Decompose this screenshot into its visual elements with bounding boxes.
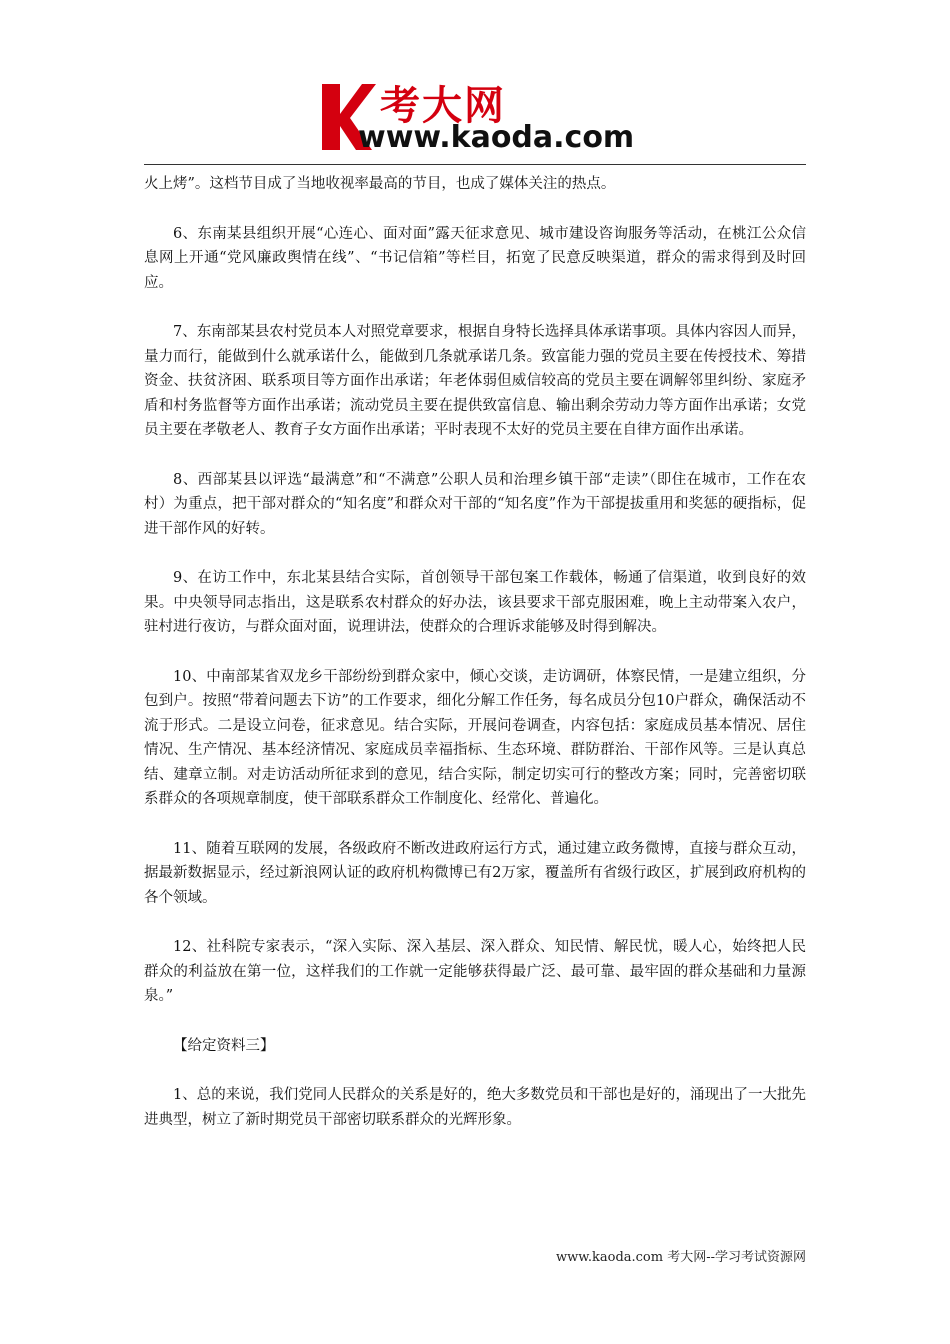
- paragraph-section3-item-1: 1、总的来说，我们党同人民群众的关系是好的，绝大多数党员和干部也是好的，涌现出了一大批先进典型，树立了新时期党员干部密切联系群众的光辉形象。: [144, 1087, 806, 1128]
- page-footer: www.kaoda.com 考大网--学习考试资源网: [556, 1250, 806, 1265]
- header-divider: [144, 164, 806, 165]
- logo-url: www.kaoda.com: [358, 120, 635, 155]
- kaoda-logo: [318, 80, 648, 160]
- paragraph-item-10: 10、中南部某省双龙乡干部纷纷到群众家中，倾心交谈，走访调研，体察民情，一是建立组织，分包到户。按照“带着问题去下访”的工作要求，细化分解工作任务，每名成员分包10户群众，确保活动不流于形式。二是设立问卷，征求意见。结合实际，开展问卷调查，内容包括：家庭成员基本情况、居住情况、生产情况、基本经济情况、家庭成员幸福指标、生态环境、群防群治、干部作风等。三是认真总结、建章立制。对走访活动所征求到的意见，结合实际，制定切实可行的整改方案；同时，完善密切联系群众的各项规章制度，使干部联系群众工作制度化、经常化、普遍化。: [144, 668, 806, 807]
- logo-chinese-name: 考大网: [380, 83, 506, 129]
- document-body: [144, 172, 806, 1132]
- paragraph-item-6: 6、东南某县组织开展“心连心、面对面”露天征求意见、城市建设咨询服务等活动，在桃江公众信息网上开通“党风廉政舆情在线”、“书记信箱”等栏目，拓宽了民意反映渠道，群众的需求得到及时回应。: [144, 225, 806, 291]
- paragraph-continuation: 火上烤”。这档节目成了当地收视率最高的节目，也成了媒体关注的热点。: [144, 176, 616, 192]
- paragraph-item-12: 12、社科院专家表示，“深入实际、深入基层、深入群众、知民情、解民忧，暖人心，始终把人民群众的利益放在第一位，这样我们的工作就一定能够获得最广泛、最可靠、最牢固的群众基础和力量源泉。”: [144, 939, 806, 1004]
- paragraph-item-7: 7、东南部某县农村党员本人对照党章要求，根据自身特长选择具体承诺事项。具体内容因人而异，量力而行，能做到什么就承诺什么，能做到几条就承诺几条。致富能力强的党员主要在传授技术、筹措资金、扶贫济困、联系项目等方面作出承诺；年老体弱但威信较高的党员主要在调解邻里纠纷、家庭矛盾和村务监督等方面作出承诺；流动党员主要在提供致富信息、输出剩余劳动力等方面作出承诺；女党员主要在孝敬老人、教育子女方面作出承诺；平时表现不太好的党员主要在自律方面作出承诺。: [144, 324, 806, 438]
- paragraph-item-8: 8、西部某县以评选“最满意”和“不满意”公职人员和治理乡镇干部“走读”（即住在城市，工作在农村）为重点，把干部对群众的“知名度”和群众对干部的“知名度”作为干部提拔重用和奖惩的硬指标，促进干部作风的好转。: [144, 471, 806, 537]
- paragraph-item-9: 9、在访工作中，东北某县结合实际，首创领导干部包案工作载体，畅通了信渠道，收到良好的效果。中央领导同志指出，这是联系农村群众的好办法，该县要求干部克服困难，晚上主动带案入农户，驻村进行夜访，与群众面对面，说理讲法，使群众的合理诉求能够及时得到解决。: [144, 570, 806, 635]
- paragraph-item-11: 11、随着互联网的发展，各级政府不断改进政府运行方式，通过建立政务微博，直接与群众互动，据最新数据显示，经过新浪网认证的政府机构微博已有2万家，覆盖所有省级行政区，扩展到政府机构的各个领域。: [144, 840, 806, 906]
- section-heading: 【给定资料三】: [173, 1037, 275, 1054]
